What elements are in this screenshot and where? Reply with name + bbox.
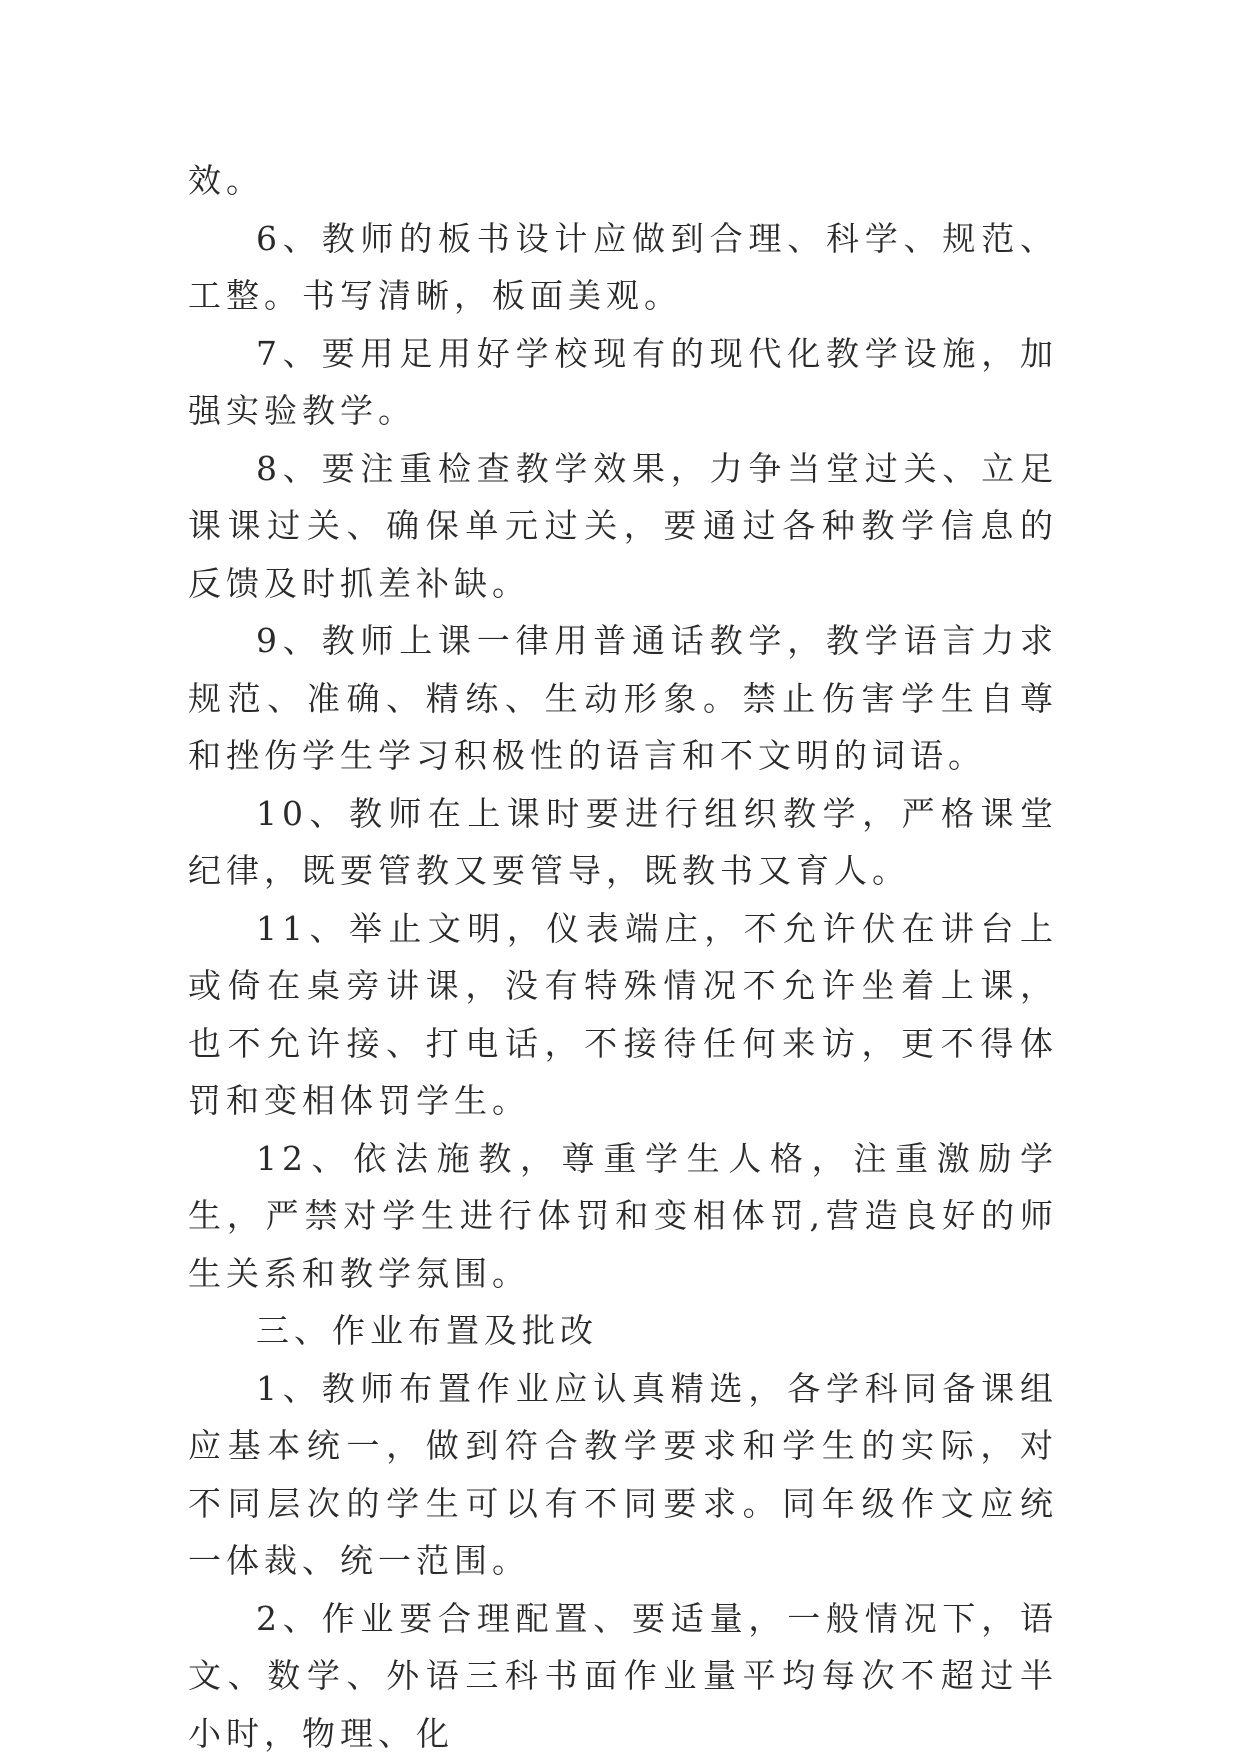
paragraph-item-12: 12、依法施教，尊重学生人格，注重激励学生，严禁对学生进行体罚和变相体罚,营造良好的师生关系和教学氛围。	[188, 1130, 1058, 1303]
paragraph-item-8: 8、要注重检查教学效果，力争当堂过关、立足课课过关、确保单元过关，要通过各种教学信息的反馈及时抓差补缺。	[188, 440, 1058, 613]
paragraph-item-10: 10、教师在上课时要进行组织教学，严格课堂纪律，既要管教又要管导，既教书又育人。	[188, 785, 1058, 900]
section-heading-homework: 三、作业布置及批改	[188, 1302, 1058, 1360]
paragraph-homework-2: 2、作业要合理配置、要适量，一般情况下，语文、数学、外语三科书面作业量平均每次不超过半小时，物理、化	[188, 1590, 1058, 1762]
paragraph-continuation: 效。	[188, 152, 1058, 210]
paragraph-item-11: 11、举止文明，仪表端庄，不允许伏在讲台上或倚在桌旁讲课，没有特殊情况不允许坐着上课，也不允许接、打电话，不接待任何来访，更不得体罚和变相体罚学生。	[188, 900, 1058, 1130]
paragraph-item-9: 9、教师上课一律用普通话教学，教学语言力求规范、准确、精练、生动形象。禁止伤害学生自尊和挫伤学生学习积极性的语言和不文明的词语。	[188, 612, 1058, 785]
paragraph-item-6: 6、教师的板书设计应做到合理、科学、规范、工整。书写清晰，板面美观。	[188, 210, 1058, 325]
paragraph-item-7: 7、要用足用好学校现有的现代化教学设施，加强实验教学。	[188, 325, 1058, 440]
document-body	[188, 152, 1058, 1762]
paragraph-homework-1: 1、教师布置作业应认真精选，各学科同备课组应基本统一，做到符合教学要求和学生的实际，对不同层次的学生可以有不同要求。同年级作文应统一体裁、统一范围。	[188, 1360, 1058, 1590]
